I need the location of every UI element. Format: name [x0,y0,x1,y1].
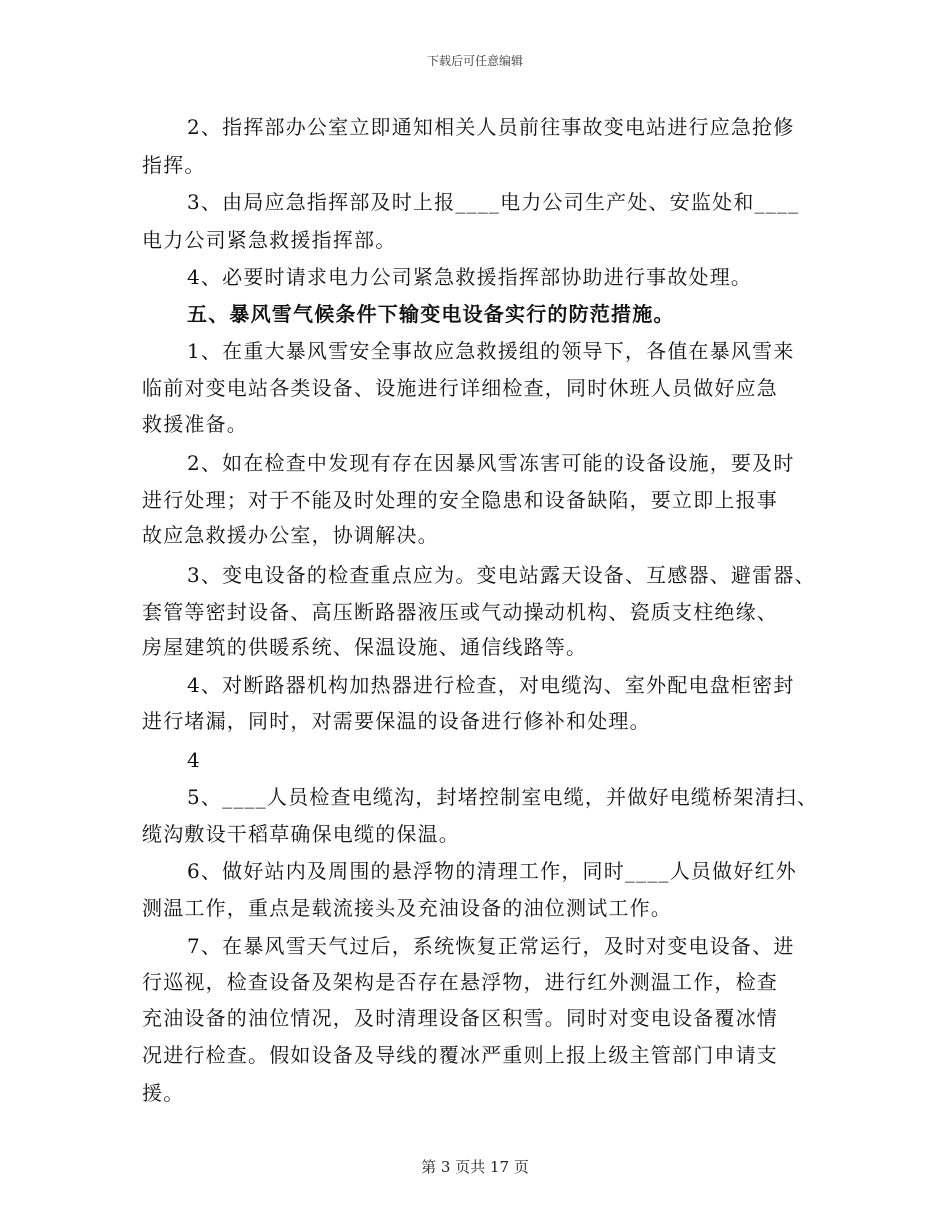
page-header: 下载后可任意编辑 [426,54,523,68]
text-line: 救援准备。 [142,412,248,436]
text-line: 缆沟敷设干稻草确保电缆的保温。 [142,822,460,846]
text-line: 进行处理；对于不能及时处理的安全隐患和设备缺陷，要立即上报事 [142,488,778,512]
text-line: 1、在重大暴风雪安全事故应急救援组的领导下，各值在暴风雪来 [187,339,795,363]
text-line: 2、如在检查中发现有存在因暴风雪冻害可能的设备设施，要及时 [187,451,795,475]
text-line: 4、对断路器机构加热器进行检查，对电缆沟、室外配电盘柜密封 [187,673,795,697]
text-line: 5、____人员检查电缆沟，封堵控制室电缆，并做好电缆桥架清扫、 [187,785,819,809]
section-heading: 五、暴风雪气候条件下输变电设备实行的防范措施。 [187,302,675,326]
page-footer: 第 3 页共 17 页 [421,1158,529,1176]
text-line: 援。 [142,1081,185,1105]
text-line: 行巡视，检查设备及架构是否存在悬浮物，进行红外测温工作，检查 [142,970,778,994]
text-line: 进行堵漏，同时，对需要保温的设备进行修补和处理。 [142,709,651,733]
text-line: 电力公司紧急救援指挥部。 [142,228,397,252]
text-line: 2、指挥部办公室立即通知相关人员前往事故变电站进行应急抢修 [187,115,795,139]
text-line: 指挥。 [142,153,206,177]
text-line: 4、必要时请求电力公司紧急救援指挥部协助进行事故处理。 [187,265,753,289]
text-line: 故应急救援办公室，协调解决。 [142,523,439,547]
page-number-artifact: 4 [187,748,201,772]
text-line: 充油设备的油位情况，及时清理设备区积雪。同时对变电设备覆冰情 [142,1006,778,1030]
text-line: 7、在暴风雪天气过后，系统恢复正常运行，及时对变电设备、进 [187,934,795,958]
text-line: 况进行检查。假如设备及导线的覆冰严重则上报上级主管部门申请支 [142,1043,778,1067]
text-line: 3、变电设备的检查重点应为。变电站露天设备、互感器、避雷器、 [187,563,816,587]
text-line: 套管等密封设备、高压断路器液压或气动操动机构、瓷质支柱绝缘、 [142,600,778,624]
text-line: 3、由局应急指挥部及时上报____电力公司生产处、安监处和____ [187,190,800,214]
text-line: 6、做好站内及周围的悬浮物的清理工作，同时____人员做好红外 [187,859,797,883]
text-line: 测温工作，重点是载流接头及充油设备的油位测试工作。 [142,896,672,920]
text-line: 房屋建筑的供暖系统、保温设施、通信线路等。 [142,635,588,659]
text-line: 临前对变电站各类设备、设施进行详细检查，同时休班人员做好应急 [142,376,778,400]
